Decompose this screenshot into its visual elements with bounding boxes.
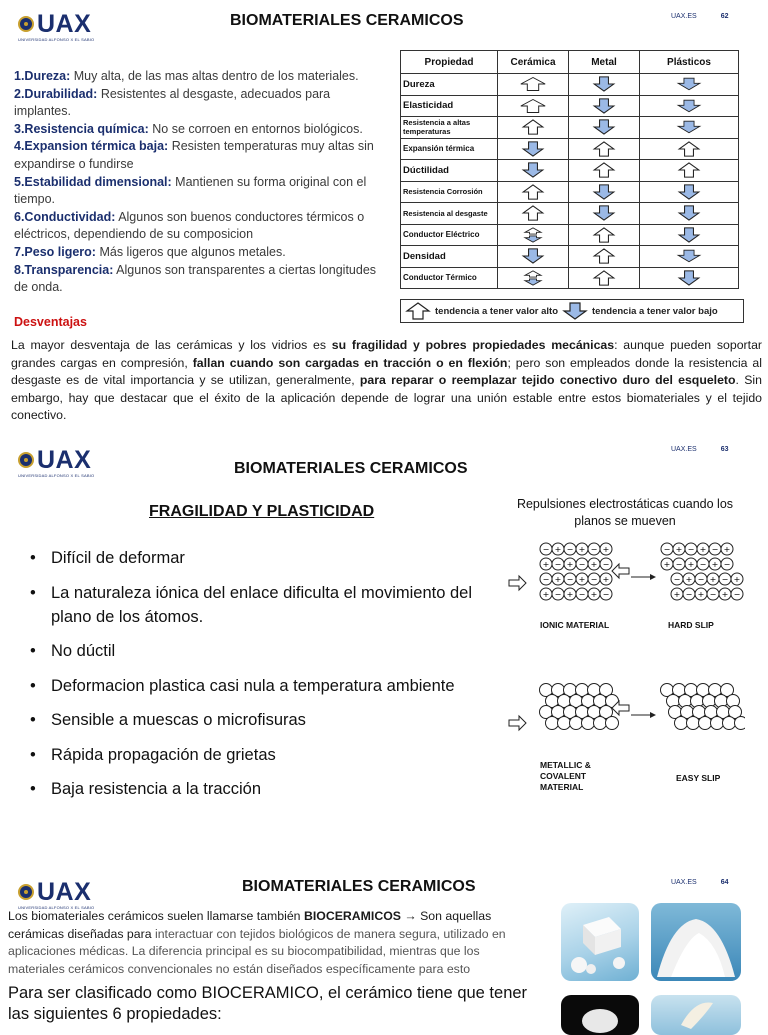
trend-cell [640,267,739,289]
ion-charge: − [590,545,598,554]
arrow-down-icon [591,98,617,114]
fragility-subtitle: FRAGILIDAD Y PLASTICIDAD [149,503,375,520]
table-legend [400,299,744,323]
metallic-lattice [540,684,619,730]
property-item [14,86,384,121]
disadv-part: La mayor desventaja de las cerámicas y los vidrios es [11,338,332,352]
table-row [401,117,739,139]
atom-circle [570,717,583,730]
repulsion-caption: Repulsiones electrostáticas cuando los planos se mueven [516,497,734,528]
header-ceramica: Cerámica [498,51,569,74]
property-name: Elasticidad [401,95,498,117]
implant-image [651,995,741,1035]
ion-charge: + [542,560,550,569]
arrow-up-icon [405,302,431,320]
table-row [401,246,739,268]
page-number: 62 [720,13,729,20]
trend-cell [569,246,640,268]
ion-charge: + [673,590,681,599]
trend-cell [498,160,569,182]
ion-charge: + [554,545,562,554]
intro-bold: BIOCERAMICOS [303,909,401,923]
table-row [401,224,739,246]
bullet-item: • Deformacion plastica casi nula a temperatura ambiente [30,674,500,698]
header-propiedad: Propiedad [401,51,498,74]
trend-cell [640,224,739,246]
uax-logo [18,880,94,910]
property-name: Conductor Térmico [401,267,498,289]
properties-table [400,50,739,289]
arrow-up-icon [520,119,546,135]
property-label: 1.Dureza: [14,69,71,83]
ion-charge: − [554,590,562,599]
uax-logo [18,448,94,478]
arrow-up-icon [591,227,617,243]
ionic-lattice-slipped [661,543,743,600]
table-row [401,203,739,225]
intro-arrow: → [400,909,421,923]
slide-title: BIOMATERIALES CERAMICOS [234,460,468,477]
atom-circle [735,717,746,730]
arrow-down-icon [591,184,617,200]
ion-charge: − [578,560,586,569]
ion-charge: + [697,590,705,599]
ion-charge: + [723,545,731,554]
ion-charge: − [699,560,707,569]
bioceramic-requirements: Para ser clasificado como BIOCERAMICO, el cerámico tiene que tener las siguientes 6 propiedades: [8,984,528,1023]
atom-circle [675,717,688,730]
trend-cell [569,160,640,182]
table-row [401,160,739,182]
trend-cell [569,95,640,117]
site-label: UAX.ES [671,446,697,453]
site-label: UAX.ES [671,879,697,886]
arrow-up-icon [591,248,617,264]
trend-cell [569,203,640,225]
trend-cell [640,74,739,96]
arrow-down-icon [676,184,702,200]
table-row [401,95,739,117]
arrow-up-down-icon [520,227,546,243]
property-item [14,138,384,173]
table-row [401,138,739,160]
trend-cell [498,267,569,289]
property-label: 2.Durabilidad: [14,86,98,101]
bullet-item: • Sensible a muescas o microfisuras [30,708,500,732]
slide-corner [671,446,728,453]
arrow-down-icon [676,98,702,114]
arrow-down-icon [520,162,546,178]
property-name: Densidad [401,246,498,268]
logo-subtitle: UNIVERSIDAD ALFONSO X EL SABIO [18,473,95,478]
ionic-lattice [540,543,612,600]
logo-subtitle: UNIVERSIDAD ALFONSO X EL SABIO [18,905,95,910]
property-label: 3.Resistencia química: [14,121,149,136]
site-label: UAX.ES [671,13,697,20]
properties-list [14,68,384,297]
ion-charge: − [663,545,671,554]
disadvantages-title: Desventajas [14,315,87,329]
ion-charge: − [602,590,610,599]
ion-charge: + [590,560,598,569]
ion-charge: + [675,545,683,554]
ion-charge: − [733,590,741,599]
intro-part: Son aquellas cerámicas diseñadas para [8,909,492,941]
uax-logo [18,12,94,42]
arrow-up-icon [676,162,702,178]
ion-charge: + [578,545,586,554]
property-name: Resistencia Corrosión [401,181,498,203]
easy-slip-label: EASY SLIP [676,773,721,783]
trend-cell [498,95,569,117]
property-label: 8.Transparencia: [14,262,114,277]
trend-cell [640,160,739,182]
atom-circle [711,717,724,730]
arrow-down-icon [676,248,702,264]
ion-charge: − [542,545,550,554]
page-number: 63 [720,446,729,453]
trend-cell [640,138,739,160]
arrow-up-icon [520,98,546,114]
property-item [14,68,384,86]
arrow-up-down-icon [520,270,546,286]
property-name: Dureza [401,74,498,96]
atom-circle [558,717,571,730]
ion-charge: − [566,575,574,584]
property-label: 7.Peso ligero: [14,244,96,259]
trend-cell [569,138,640,160]
disadv-bold: su fragilidad y pobres propiedades mecánicas [331,338,615,352]
ion-charge: + [602,575,610,584]
ion-charge: − [566,545,574,554]
atom-circle [546,717,559,730]
trend-cell [498,203,569,225]
slide-title: BIOMATERIALES CERAMICOS [230,12,464,29]
property-text: Muy alta, de las mas altas dentro de los materiales. [70,69,359,83]
bioceramic-intro [8,908,538,978]
trend-cell [498,224,569,246]
ion-charge: − [675,560,683,569]
logo-text: UAX [37,878,92,906]
table-row [401,267,739,289]
trend-cell [498,138,569,160]
trend-cell [498,181,569,203]
ion-charge: + [590,590,598,599]
ceramic-powder-image [651,903,741,981]
property-label: 5.Estabilidad dimensional: [14,174,172,189]
ion-charge: − [687,545,695,554]
atom-circle [594,717,607,730]
trend-cell [640,203,739,225]
property-text: No se corroen en entornos biológicos. [148,121,363,136]
arrow-up-icon [520,205,546,221]
powder-dark-image [561,995,639,1035]
uax-seal-icon [18,452,34,468]
uax-seal-icon [18,16,34,32]
arrow-down-icon [676,119,702,135]
ion-charge: − [697,575,705,584]
property-item [14,262,384,297]
ion-charge: − [602,560,610,569]
arrow-down-icon [591,76,617,92]
header-metal: Metal [569,51,640,74]
ion-charge: + [687,560,695,569]
arrow-down-icon [591,119,617,135]
logo-subtitle: UNIVERSIDAD ALFONSO X EL SABIO [18,37,95,42]
disadv-part: . Sin embargo, hay que destacar que el éxito de la aplicación depende de lograr una unión estable entre estos biomateriales y el tejido conectivo. [11,373,763,423]
ion-charge: − [685,590,693,599]
slip-diagram [505,537,745,787]
bullet-item: • La naturaleza iónica del enlace dificulta el movimiento del plano de los átomos. [30,581,500,629]
disadv-part: ; pero son empleados donde la resistencia al desgaste es de vital importancia y se utilizan, generalmente, [11,355,763,388]
ionic-label: IONIC MATERIAL [540,620,610,630]
bullet-item: • Rápida propagación de grietas [30,743,500,767]
property-text: Resistentes al desgaste, adecuados para implantes. [14,86,331,119]
property-label: 4.Expansion térmica baja: [14,139,169,154]
trend-cell [640,95,739,117]
legend-low: tendencia a tener valor bajo [592,305,718,317]
property-item [14,174,384,209]
disadv-bold: fallan cuando son cargadas en tracción o en flexión [192,355,508,370]
trend-cell [569,267,640,289]
arrow-up-icon [676,141,702,157]
trend-cell [569,74,640,96]
atom-circle [582,717,595,730]
ion-charge: − [709,590,717,599]
disadv-bold: para reparar o reemplazar tejido conectivo duro del esqueleto [359,373,736,388]
slide-corner [671,879,728,886]
bullet-item: • Difícil de deformar [30,546,500,570]
ion-charge: + [711,560,719,569]
logo-text: UAX [37,10,92,38]
property-name: Dúctilidad [401,160,498,182]
arrow-up-icon [520,184,546,200]
ion-charge: − [723,560,731,569]
fragility-bullets [30,546,500,812]
arrow-down-icon [520,141,546,157]
trend-cell [498,246,569,268]
ion-charge: + [578,575,586,584]
atom-circle [606,717,619,730]
hard-slip-label: HARD SLIP [668,620,714,630]
arrow-down-icon [591,205,617,221]
trend-cell [569,181,640,203]
arrow-up-icon [591,141,617,157]
ion-charge: + [699,545,707,554]
trend-cell [498,117,569,139]
ion-charge: + [721,590,729,599]
legend-high: tendencia a tener valor alto [435,305,559,317]
ion-charge: − [721,575,729,584]
bullet-item: • No dúctil [30,639,500,663]
page-number: 64 [720,879,729,886]
ion-charge: − [542,575,550,584]
ion-charge: − [590,575,598,584]
trend-cell [640,117,739,139]
header-plasticos: Plásticos [640,51,739,74]
property-name: Expansión térmica [401,138,498,160]
trend-cell [640,246,739,268]
property-name: Resistencia al desgaste [401,203,498,225]
ion-charge: − [711,545,719,554]
property-item [14,209,384,244]
ion-charge: + [554,575,562,584]
trend-cell [569,117,640,139]
arrow-down-icon [562,302,588,320]
atom-circle [723,717,736,730]
uax-seal-icon [18,884,34,900]
logo-text: UAX [37,446,92,474]
trend-cell [569,224,640,246]
slide-corner [671,13,728,20]
trend-cell [498,74,569,96]
ion-charge: + [733,575,741,584]
arrow-down-icon [520,248,546,264]
property-text: Resisten temperaturas muy altas sin expandirse o fundirse [14,139,374,171]
arrow-up-icon [591,270,617,286]
intro-part: Los biomateriales cerámicos suelen llamarse también [8,909,304,923]
ion-charge: + [709,575,717,584]
metallic-label: METALLIC & COVALENT MATERIAL [540,760,591,792]
property-label: 6.Conductividad: [14,209,116,224]
ion-charge: + [542,590,550,599]
ion-charge: + [685,575,693,584]
property-name: Conductor Eléctrico [401,224,498,246]
property-item [14,121,384,139]
table-row [401,181,739,203]
property-name: Resistencia a altas temperaturas [401,117,498,139]
bullet-item: • Baja resistencia a la tracción [30,777,500,801]
atom-circle [699,717,712,730]
ceramic-blocks-image [561,903,639,981]
arrow-down-icon [676,76,702,92]
arrow-down-icon [676,205,702,221]
slide-title: BIOMATERIALES CERAMICOS [242,878,476,895]
disadvantages-text [11,337,762,425]
arrow-down-icon [676,227,702,243]
arrow-up-icon [520,76,546,92]
slide-62 [0,0,768,430]
property-text: Algunos son buenos conductores térmicos o eléctricos, dependiendo de su composicion [14,209,365,242]
trend-cell [640,181,739,203]
atom-circle [687,717,700,730]
property-text: Mantienen su forma original con el tiempo. [14,174,367,207]
intro-part: interactuar con tejidos biológicos de manera segura, utilizado en aplicaciones médicas. La diferencia principal es su biocompatibilidad, mientras que los materiales cerámicos convencionales no están diseñados específicamente para esto [8,926,506,976]
arrow-up-icon [591,162,617,178]
ion-charge: + [566,590,574,599]
metallic-lattice-slipped [661,684,746,730]
ion-charge: − [554,560,562,569]
ion-charge: + [566,560,574,569]
arrow-down-icon [676,270,702,286]
property-item [14,244,384,262]
property-text: Algunos son transparentes a ciertas longitudes de onda. [14,262,377,295]
ion-charge: − [673,575,681,584]
table-row [401,74,739,96]
ion-charge: + [602,545,610,554]
ion-charge: + [663,560,671,569]
disadv-part: : aunque pueden soportar grandes cargas en compresión, [11,338,763,370]
property-text: Más ligeros que algunos metales. [95,244,286,259]
ion-charge: − [578,590,586,599]
